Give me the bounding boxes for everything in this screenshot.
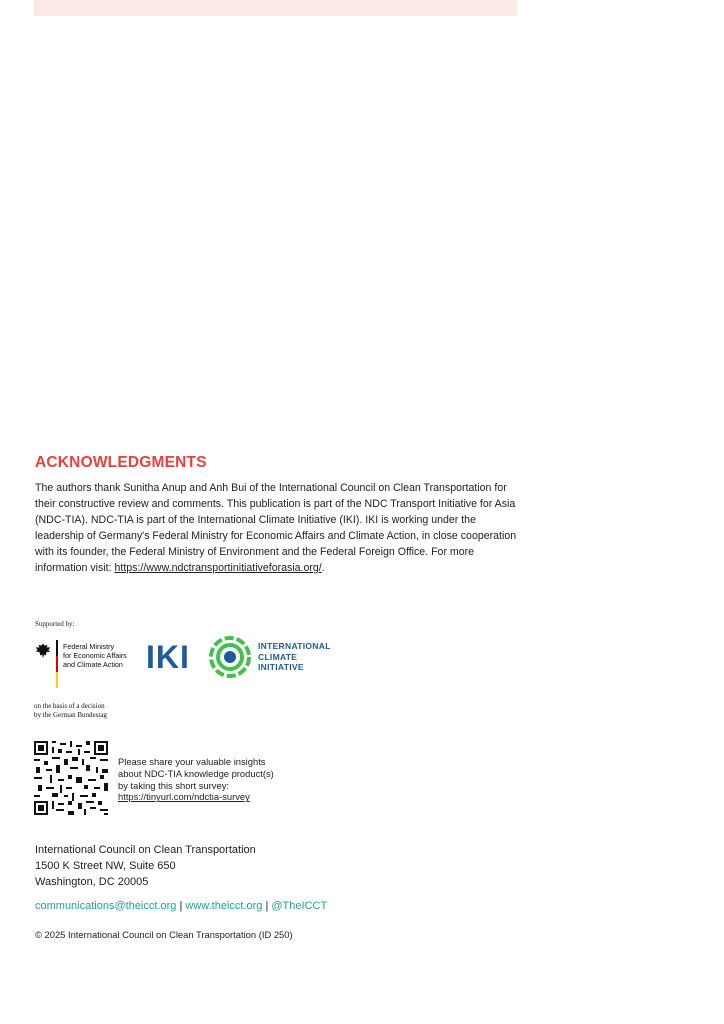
bmwk-logo (34, 640, 144, 690)
acknowledgments-heading: ACKNOWLEDGMENTS (35, 454, 207, 471)
survey-invitation (118, 756, 274, 803)
survey-line-1: Please share your valuable insights (118, 756, 266, 767)
ndc-tia-website-link[interactable]: https://www.ndctransportinitiativeforasia.org/ (114, 562, 322, 574)
acknowledgments-paragraph (35, 480, 521, 576)
bundestag-decision-note (34, 702, 107, 720)
decision-line-2: by the German Bundestag (34, 711, 107, 719)
top-color-band (34, 0, 517, 16)
german-flag-bar (56, 640, 58, 688)
federal-eagle-icon (34, 642, 52, 660)
iki-line-1: INTERNATIONAL (258, 641, 331, 651)
postal-address (35, 842, 256, 890)
iki-logo (146, 634, 346, 682)
decision-line-1: on the basis of a decision (34, 702, 105, 710)
bmwk-line-3: and Climate Action (63, 660, 123, 669)
survey-line-2: about NDC-TIA knowledge product(s) (118, 767, 274, 779)
survey-line-3: by taking this short survey: (118, 779, 229, 791)
survey-qr-code-icon[interactable] (34, 741, 108, 815)
contact-links (35, 900, 327, 912)
contact-separator-2: | (262, 900, 272, 912)
acknowledgments-end: . (321, 562, 325, 574)
iki-line-2: CLIMATE (258, 651, 298, 662)
iki-full-name (258, 641, 331, 673)
survey-link[interactable]: https://tinyurl.com/ndctia-survey (118, 791, 250, 803)
address-street: 1500 K Street NW, Suite 650 (35, 860, 176, 872)
iki-target-icon (208, 635, 252, 679)
bmwk-line-2: for Economic Affairs (63, 651, 127, 660)
contact-separator-1: | (176, 900, 186, 912)
address-city: Washington, DC 20005 (35, 876, 149, 888)
website-link[interactable]: www.theicct.org (185, 900, 263, 912)
supported-by-label: Supported by: (35, 620, 75, 628)
iki-wordmark: IKI (146, 639, 190, 675)
twitter-link[interactable]: @TheICCT (271, 900, 328, 912)
acknowledgments-text: The authors thank Sunitha Anup and Anh Bui of the International Council on Clean Transportation for their constructive review and comments. This publication is part of the NDC Transport Initiative for Asia (NDC-TIA). NDC-TIA is part of the International Climate Initiative (IKI). IKI is working under the leadership of Germany's Federal Ministry for Economic Affairs and Climate Action, in close cooperation with its founder, the Federal Ministry of Environment and the Federal Foreign Office. For more information visit: (35, 482, 517, 574)
bmwk-name (63, 642, 127, 669)
email-link[interactable]: communications@theicct.org (35, 900, 177, 912)
address-org: International Council on Clean Transportation (35, 844, 256, 856)
bmwk-line-1: Federal Ministry (63, 642, 115, 651)
copyright-notice: © 2025 International Council on Clean Transportation (ID 250) (35, 929, 293, 940)
iki-line-3: INITIATIVE (258, 662, 304, 672)
